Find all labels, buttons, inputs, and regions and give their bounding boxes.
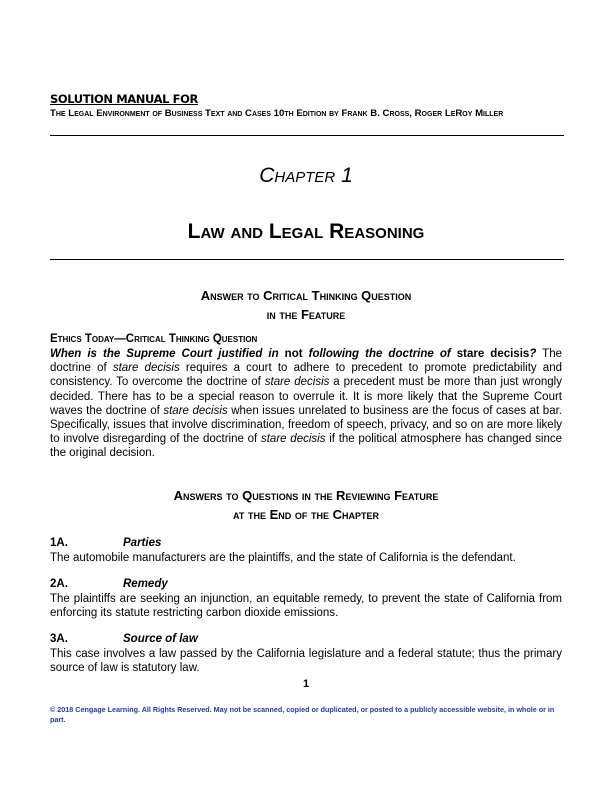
question-heading: [50, 633, 198, 645]
section-heading-line: in the Feature: [266, 307, 346, 322]
chapter-divider: [50, 259, 564, 260]
section-heading-reviewing-feature: [0, 486, 612, 524]
copyright-footer: © 2018 Cengage Learning. All Rights Reserved. May not be scanned, copied or duplicated, or posted to a publicly accessible website, in whole or in part.: [50, 705, 555, 724]
section-heading-line: at the End of the Chapter: [233, 507, 379, 522]
question-title: Remedy: [123, 578, 168, 590]
solution-manual-label: SOLUTION MANUAL FOR: [50, 92, 198, 106]
answer-paragraph: The automobile manufacturers are the plaintiffs, and the state of California is the defendant.: [50, 552, 516, 564]
answer-text: stare decisis: [163, 404, 228, 417]
section-heading-line: Answers to Questions in the Reviewing Feature: [173, 488, 439, 503]
section-heading-critical-thinking: [0, 286, 612, 324]
answer-text: The doctrine of: [50, 348, 562, 375]
book-title: The Legal Environment of Business Text and Cases 10th Edition by Frank B. Cross, Roger LeRoy Miller: [50, 108, 504, 119]
answer-text: when issues unrelated to business are the focus of cases at bar. Specifically, issues that involve discrimination, freedom of speech, privacy, and so on are more likely to involve disregarding of the doctrine of: [50, 404, 562, 446]
ethics-paragraph: [50, 347, 562, 461]
answer-paragraph: The plaintiffs are seeking an injunction, an equitable remedy, to prevent the state of California from enforcing its statute restricting carbon dioxide emissions.: [50, 593, 562, 620]
answer-text: a precedent must be more than just wrongly decided. There has to be a special reason to overrule it. It is more likely that the Supreme Court waves the doctrine of: [50, 376, 562, 417]
question-number: 3A.: [50, 633, 68, 645]
ethics-today-subheading: Ethics Today—Critical Thinking Question: [50, 333, 258, 345]
question-text: ?: [529, 348, 537, 360]
question-title: Parties: [123, 537, 162, 549]
answer-text: requires a court to adhere to precedent to promote predictability and consistency. To overcome the doctrine of: [50, 362, 562, 389]
header-divider: [50, 135, 564, 136]
answer-text: if the political atmosphere has changed since the original decision.: [50, 433, 562, 460]
question-text: following the doctrine of: [308, 348, 451, 360]
question-text: not: [278, 348, 309, 360]
question-heading: [50, 578, 168, 590]
chapter-title: Law and Legal Reasoning: [187, 220, 425, 243]
question-number: 2A.: [50, 578, 68, 590]
answer-paragraph: This case involves a law passed by the California legislature and a federal statute; thus the primary source of law is statutory law.: [50, 648, 562, 675]
question-text: stare decisis: [450, 348, 530, 360]
chapter-number: Chapter 1: [259, 164, 353, 187]
question-number: 1A.: [50, 537, 68, 549]
question-title: Source of law: [123, 633, 198, 645]
question-text: When is the Supreme Court justified in: [50, 348, 279, 360]
answer-text: stare decisis: [264, 376, 330, 389]
section-heading-line: Answer to Critical Thinking Question: [200, 288, 412, 303]
answer-text: stare decisis: [112, 362, 180, 375]
question-heading: [50, 537, 161, 549]
page-number: 1: [302, 678, 310, 690]
answer-text: stare decisis: [260, 433, 326, 446]
